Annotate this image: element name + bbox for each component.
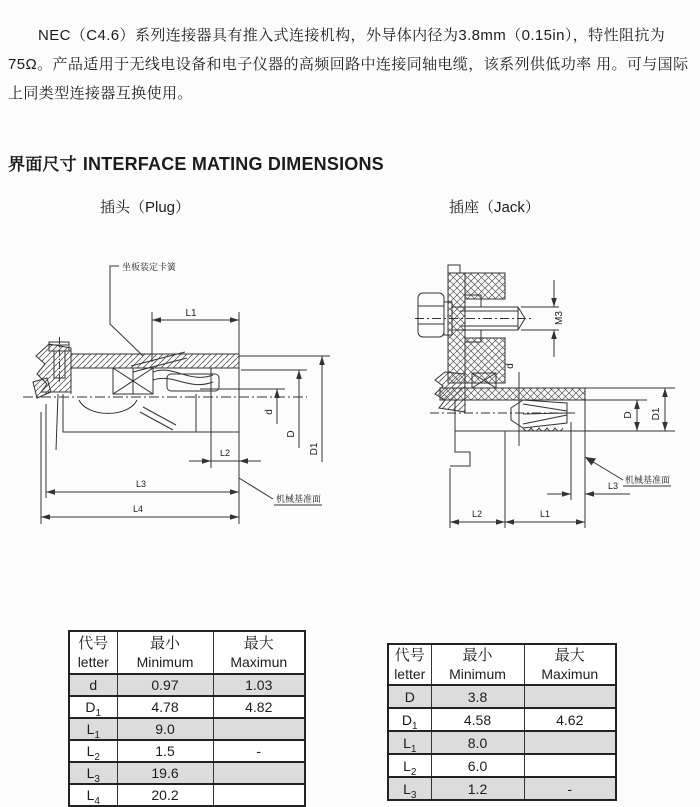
table-row bbox=[69, 696, 305, 718]
cell-min: 4.58 bbox=[431, 708, 524, 731]
plug-figure-title: 插头（Plug） bbox=[100, 199, 191, 216]
jack-figure-title: 插座（Jack） bbox=[449, 199, 540, 216]
plug-dim-l4 bbox=[41, 412, 239, 524]
cell-max: 1.03 bbox=[213, 674, 305, 696]
cell-max: 4.62 bbox=[524, 708, 616, 731]
section-heading bbox=[8, 150, 384, 175]
cell-min: 20.2 bbox=[117, 784, 213, 806]
plug-dim-l3 bbox=[46, 404, 239, 498]
jack-dimension-table bbox=[387, 643, 617, 801]
jack-dim-D1-label: D1 bbox=[651, 407, 662, 421]
plug-dim-l4-label: L4 bbox=[132, 504, 144, 514]
cell-letter: $L_2$ bbox=[388, 754, 431, 777]
plug-body-section bbox=[23, 337, 307, 450]
table-row bbox=[69, 674, 305, 696]
plug-datum-label: 机械基准面 bbox=[276, 494, 322, 504]
table-row bbox=[69, 784, 305, 806]
section-heading-en: INTERFACE MATING DIMENSIONS bbox=[82, 154, 384, 174]
plug-dimension-table bbox=[68, 630, 306, 807]
cell-min: 8.0 bbox=[431, 731, 524, 754]
table-row bbox=[388, 685, 616, 708]
cell-letter: $L_2$ bbox=[69, 740, 117, 762]
cell-letter: $L_1$ bbox=[69, 718, 117, 740]
jack-dim-d-label: d bbox=[505, 363, 516, 369]
cell-letter: $D_1$ bbox=[69, 696, 117, 718]
plug-dim-l2 bbox=[189, 432, 261, 524]
jack-body-section bbox=[430, 372, 585, 466]
plug-dim-l3-label: L3 bbox=[135, 479, 147, 489]
table-row bbox=[388, 708, 616, 731]
jack-dim-l1-l2 bbox=[450, 431, 585, 528]
cell-letter: $L_3$ bbox=[69, 762, 117, 784]
cell-letter: $L_3$ bbox=[388, 777, 431, 800]
jack-panel-section bbox=[448, 265, 505, 383]
cell-max bbox=[213, 718, 305, 740]
cell-letter: $D_1$ bbox=[388, 708, 431, 731]
cell-letter: D bbox=[388, 685, 431, 708]
table-row bbox=[69, 762, 305, 784]
cell-min: 4.78 bbox=[117, 696, 213, 718]
cell-max bbox=[213, 762, 305, 784]
jack-datum-label: 机械基准面 bbox=[625, 475, 671, 485]
header-letter: 代号 letter bbox=[77, 634, 109, 670]
cell-letter: d bbox=[69, 674, 117, 696]
cell-min: 1.2 bbox=[431, 777, 524, 800]
cell-max bbox=[524, 731, 616, 754]
table-row bbox=[69, 718, 305, 740]
plug-datum-callout bbox=[239, 478, 322, 505]
plug-dim-d-label: d bbox=[264, 409, 275, 415]
plug-dim-D1-label: D1 bbox=[309, 442, 320, 456]
table-row bbox=[388, 731, 616, 754]
jack-screw-section bbox=[415, 293, 533, 337]
jack-dim-l1-label: L1 bbox=[539, 509, 551, 519]
plug-dim-D-label: D bbox=[286, 430, 297, 438]
intro-paragraph: NEC（C4.6）系列连接器具有推入式连接机构，外导体内径为3.8mm（0.15in），特性阻抗为75Ω。产品适用于无线电设备和电子仪器的高频回路中连接同轴电缆，该系列供低功率 用。可与国际上同类型连接器互换使用。 bbox=[8, 27, 689, 102]
plug-dim-l1-label: L1 bbox=[185, 308, 197, 319]
table-header-row bbox=[388, 644, 616, 685]
header-maximum: 最大 Maximun bbox=[213, 631, 305, 674]
cell-min: 1.5 bbox=[117, 740, 213, 762]
table-header-row bbox=[69, 631, 305, 674]
table-row bbox=[69, 740, 305, 762]
plug-dim-l1 bbox=[152, 308, 239, 380]
section-heading-zh: 界面尺寸 bbox=[8, 155, 77, 174]
plug-dim-l2-label: L2 bbox=[219, 448, 231, 458]
plug-clip-callout-label: 坐板装定卡簧 bbox=[122, 262, 177, 272]
cell-min: 9.0 bbox=[117, 718, 213, 740]
table-row bbox=[388, 754, 616, 777]
cell-letter: $L_4$ bbox=[69, 784, 117, 806]
cell-max: - bbox=[524, 777, 616, 800]
cell-max bbox=[524, 685, 616, 708]
cell-max: - bbox=[213, 740, 305, 762]
jack-dim-l2-label: L2 bbox=[471, 509, 483, 519]
jack-dim-diameters bbox=[572, 388, 675, 431]
cell-min: 6.0 bbox=[431, 754, 524, 777]
jack-dim-l3 bbox=[547, 422, 630, 528]
cell-min: 0.97 bbox=[117, 674, 213, 696]
plug-dim-diameters bbox=[200, 356, 330, 462]
header-minimum: 最小 Minimum bbox=[431, 644, 524, 685]
cell-min: 19.6 bbox=[117, 762, 213, 784]
table-row bbox=[388, 777, 616, 800]
cell-max: 4.82 bbox=[213, 696, 305, 718]
jack-dim-m3 bbox=[521, 280, 565, 357]
jack-dim-l3-label: L3 bbox=[607, 481, 619, 491]
header-maximum: 最大 Maximun bbox=[524, 644, 616, 685]
jack-drawing bbox=[415, 232, 700, 532]
cell-letter: $L_1$ bbox=[388, 731, 431, 754]
plug-drawing bbox=[15, 232, 350, 532]
header-minimum: 最小 Minimum bbox=[117, 631, 213, 674]
jack-datum-callout bbox=[585, 457, 671, 486]
header-letter: 代号 letter bbox=[394, 646, 426, 682]
cell-max bbox=[524, 754, 616, 777]
jack-dim-m3-label: M3 bbox=[554, 311, 565, 325]
cell-max bbox=[213, 784, 305, 806]
cell-min: 3.8 bbox=[431, 685, 524, 708]
jack-dim-D-label: D bbox=[623, 411, 634, 419]
plug-clip-callout bbox=[110, 261, 177, 356]
